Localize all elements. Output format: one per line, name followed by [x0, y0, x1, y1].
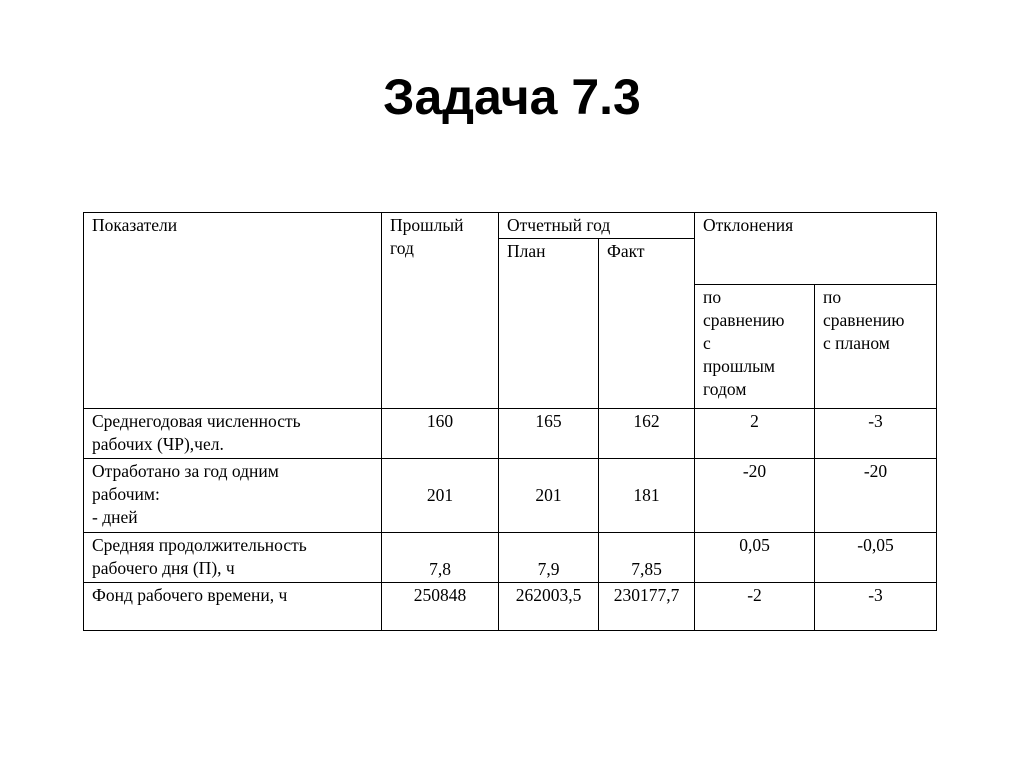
- cell-dev-previous: 2: [695, 409, 815, 459]
- row-label: [84, 583, 382, 631]
- row-label-line: Отработано за год одним: [92, 461, 279, 481]
- header-vs-previous-line: с: [703, 333, 711, 353]
- header-vs-plan-line: сравнению: [823, 310, 905, 330]
- header-reporting-year: [499, 213, 695, 239]
- cell-plan: 7,9: [499, 533, 599, 583]
- header-vs-plan-line: с планом: [823, 333, 890, 353]
- cell-previous: 201: [382, 459, 499, 533]
- header-fact: [599, 239, 695, 409]
- indicators-table: [83, 212, 937, 631]
- row-label-line: Фонд рабочего времени, ч: [92, 585, 288, 605]
- row-label-line: рабочего дня (П), ч: [92, 558, 235, 578]
- row-label: [84, 533, 382, 583]
- header-indicators-label: Показатели: [92, 215, 178, 235]
- header-vs-previous-line: годом: [703, 379, 747, 399]
- row-label: [84, 409, 382, 459]
- cell-previous: 160: [382, 409, 499, 459]
- table-row: [84, 583, 937, 631]
- header-vs-previous-line: по: [703, 287, 722, 307]
- header-previous-year-line2: год: [390, 238, 414, 258]
- cell-dev-plan: -3: [815, 583, 937, 631]
- cell-dev-plan: -0,05: [815, 533, 937, 583]
- cell-dev-plan: -3: [815, 409, 937, 459]
- header-fact-label: Факт: [607, 241, 645, 261]
- cell-previous: 7,8: [382, 533, 499, 583]
- cell-plan: 165: [499, 409, 599, 459]
- cell-plan: 201: [499, 459, 599, 533]
- row-label-line: рабочим:: [92, 484, 160, 504]
- cell-plan: 262003,5: [499, 583, 599, 631]
- cell-fact: 181: [599, 459, 695, 533]
- row-label: [84, 459, 382, 533]
- row-label-line: рабочих (ЧР),чел.: [92, 434, 224, 454]
- table-row: [84, 533, 937, 583]
- header-vs-previous-line: сравнению: [703, 310, 785, 330]
- cell-previous: 250848: [382, 583, 499, 631]
- cell-fact: 7,85: [599, 533, 695, 583]
- header-vs-plan-line: по: [823, 287, 842, 307]
- table-row: [84, 409, 937, 459]
- cell-dev-plan: -20: [815, 459, 937, 533]
- header-deviations: [695, 213, 937, 285]
- cell-dev-previous: -20: [695, 459, 815, 533]
- header-reporting-year-label: Отчетный год: [507, 215, 611, 235]
- header-indicators: [84, 213, 382, 409]
- row-label-line: Средняя продолжительность: [92, 535, 307, 555]
- header-previous-year-line1: Прошлый: [390, 215, 464, 235]
- table-row: [84, 459, 937, 533]
- cell-dev-previous: -2: [695, 583, 815, 631]
- row-label-line: - дней: [92, 507, 138, 527]
- header-deviations-label: Отклонения: [703, 215, 794, 235]
- header-vs-previous-line: прошлым: [703, 356, 775, 376]
- cell-dev-previous: 0,05: [695, 533, 815, 583]
- cell-fact: 162: [599, 409, 695, 459]
- header-previous-year: [382, 213, 499, 409]
- cell-fact: 230177,7: [599, 583, 695, 631]
- header-plan: [499, 239, 599, 409]
- slide-title: Задача 7.3: [383, 69, 641, 125]
- header-plan-label: План: [507, 241, 546, 261]
- header-vs-previous-year: [695, 285, 815, 409]
- row-label-line: Среднегодовая численность: [92, 411, 301, 431]
- header-vs-plan: [815, 285, 937, 409]
